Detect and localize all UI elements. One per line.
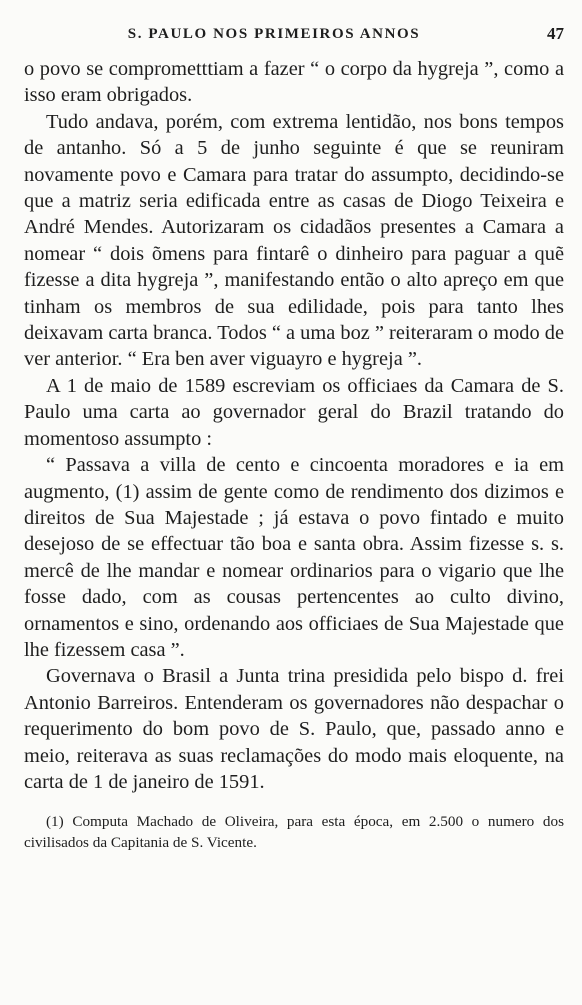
footnote-text: (1) Computa Machado de Oliveira, para esta época, em 2.500 o numero dos civilisados da Capitania de S. Vicente. [24,813,564,852]
page-number: 47 [547,24,564,43]
paragraph-1: o povo se comprometttiam a fazer “ o corpo da hygreja ”, como a isso eram obrigados. [24,58,564,107]
running-title: S. PAULO NOS PRIMEIROS ANNOS [127,26,421,42]
body-text [24,56,564,795]
footnote [24,811,564,853]
paragraph-4-quotation: “ Passava a villa de cento e cincoenta moradores e ia em augmento, (1) assim de gente como de rendimento dos dizimos e direitos de Sua Majestade ; já estava o povo fintado e muito desejoso de se effectuar tão boa e santa obra. Assim fizesse s. s. mercê de lhe mandar e nomear ordinarios para o vigario que lhe fosse dado, com as cousas pertencentes ao culto divino, ornamentos e sino, ordenando aos officiaes de Sua Majestade que lhe fizessem casa ”. [24,454,564,661]
page-header [24,20,564,56]
paragraph-2: Tudo andava, porém, com extrema lentidão, nos bons tempos de antanho. Só a 5 de junho seguinte é que se reuniram novamente povo e Camara para tratar do assumpto, decidindo-se que a matriz seria edificada entre as casas de Diogo Teixeira e André Mendes. Autorizaram os cidadãos presentes a Camara a nomear “ dois õmens para fintarê o dinheiro para paguar a quẽ fizesse a dita hygreja ”, manifestando então o alto apreço em que tinham os membros de sua edilidade, pois para tanto lhes deixavam carta branca. Todos “ a uma boz ” reiteraram o modo de ver anterior. “ Era ben aver viguayro e hygreja ”. [24,110,565,371]
paragraph-5: Governava o Brasil a Junta trina presidida pelo bispo d. frei Antonio Barreiros. Entenderam os governadores não despachar o requerimento do bom povo de S. Paulo, que, passado anno e meio, reiterava as suas reclamações do modo mais eloquente, na carta de 1 de janeiro de 1591. [24,665,564,793]
paragraph-3: A 1 de maio de 1589 escreviam os officiaes da Camara de S. Paulo uma carta ao governador geral do Brazil tratando do momentoso assumpto : [24,374,564,450]
